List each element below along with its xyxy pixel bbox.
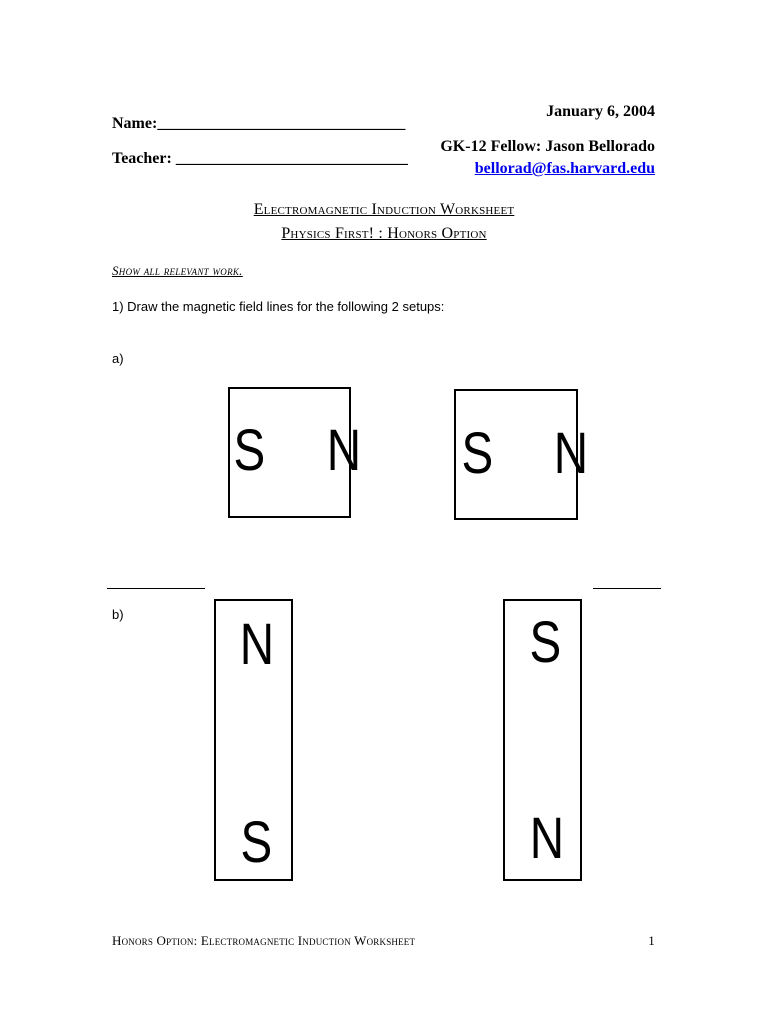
south-pole-label: S	[233, 418, 266, 483]
bar-magnet-a-right	[454, 389, 589, 520]
north-pole-label: N	[553, 421, 589, 486]
date: January 6, 2004	[546, 103, 655, 120]
bar-magnet-b-left	[214, 599, 293, 881]
fellow-name: GK-12 Fellow: Jason Bellorado	[440, 138, 655, 155]
north-pole-label: N	[239, 612, 275, 677]
question-1: 1) Draw the magnetic field lines for the following 2 setups:	[112, 299, 445, 314]
south-pole-label: S	[461, 421, 494, 486]
part-b-label: b)	[112, 607, 124, 622]
answer-line-left[interactable]	[107, 588, 205, 589]
south-pole-label: S	[240, 810, 273, 875]
instruction: Show all relevant work.	[112, 263, 243, 278]
south-pole-label: S	[529, 610, 562, 675]
north-pole-label: N	[326, 418, 362, 483]
worksheet-subtitle: Physics First! : Honors Option	[281, 225, 487, 242]
bar-magnet-b-right	[503, 599, 582, 881]
part-a-label: a)	[112, 351, 124, 366]
answer-line-right[interactable]	[593, 588, 661, 589]
north-pole-label: N	[529, 806, 565, 871]
bar-magnet-a-left	[228, 387, 362, 518]
email-link[interactable]: bellorad@fas.harvard.edu	[474, 160, 655, 177]
page-number: 1	[648, 933, 655, 948]
name-field[interactable]: Name:_______________________________	[112, 115, 406, 132]
footer-title: Honors Option: Electromagnetic Induction Worksheet	[112, 933, 416, 948]
worksheet-title: Electromagnetic Induction Worksheet	[253, 201, 515, 218]
teacher-field[interactable]: Teacher: _____________________________	[112, 150, 408, 167]
